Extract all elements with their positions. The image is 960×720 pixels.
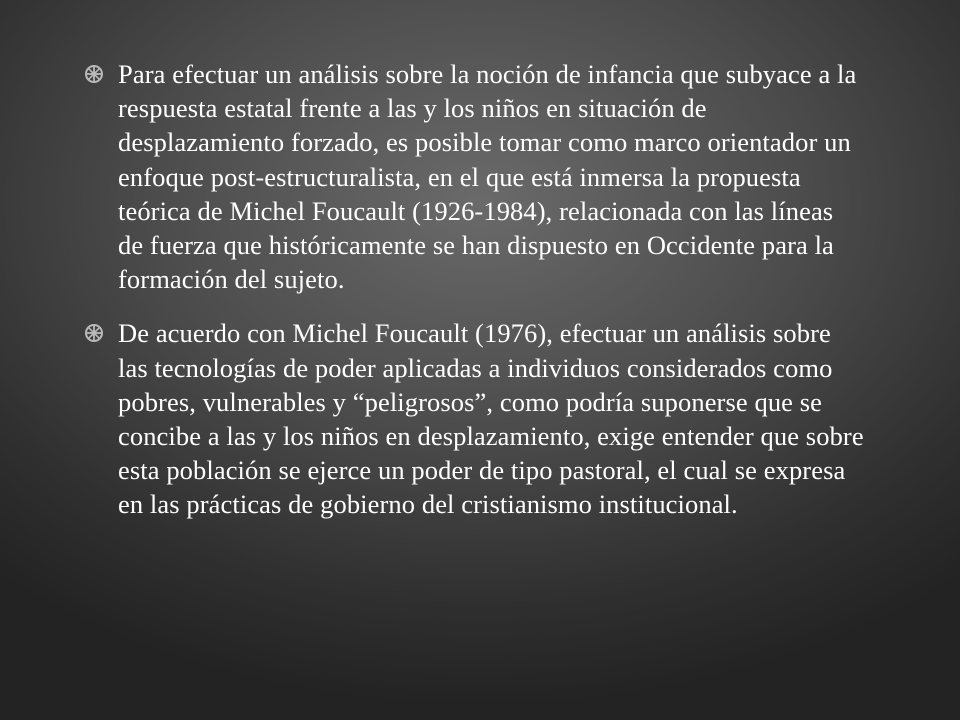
bullet-text-1: Para efectuar un análisis sobre la noción de infancia que subyace a la respuesta estatal frente a las y los niños en situación de desplazamiento forzado, es posible tomar como marco orientador un enfoque post-estructuralista, en el que está inmersa la propuesta teórica de Michel Foucault (1926-1984), relacionada con las líneas de fuerza que históricamente se han dispuesto en Occidente para la formación del sujeto.	[118, 59, 857, 295]
bullet-item-2	[84, 316, 864, 521]
bullet-item-1	[84, 57, 864, 296]
wheel-bullet-icon	[84, 64, 104, 84]
wheel-bullet-icon	[84, 323, 104, 343]
bullet-list	[84, 57, 864, 542]
bullet-text-2: De acuerdo con Michel Foucault (1976), efectuar un análisis sobre las tecnologías de poder aplicadas a individuos considerados como pobres, vulnerables y “peligrosos”, como podría suponerse que se concibe a las y los niños en desplazamiento, exige entender que sobre esta población se ejerce un poder de tipo pastoral, el cual se expresa en las prácticas de gobierno del cristianismo institucional.	[118, 318, 864, 520]
